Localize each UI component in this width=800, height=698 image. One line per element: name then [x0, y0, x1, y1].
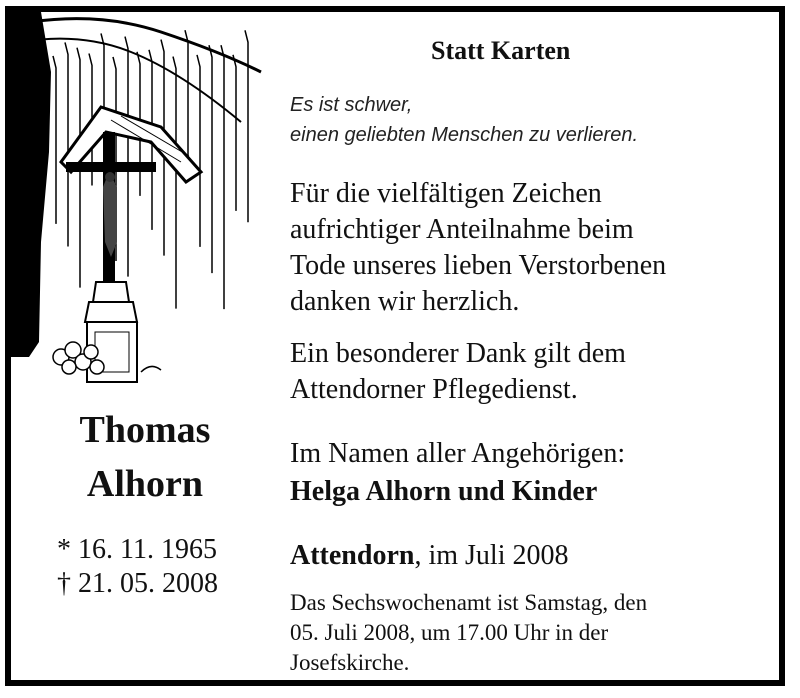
birth-symbol: *	[57, 534, 71, 565]
deceased-last-name: Alhorn	[86, 463, 204, 505]
special-thanks-line-2: Attendorner Pflegedienst.	[290, 374, 578, 405]
death-symbol: †	[57, 568, 71, 599]
wayside-cross-under-willow-icon	[11, 12, 271, 392]
notice-heading: Statt Karten	[431, 36, 571, 65]
deceased-first-name: Thomas	[79, 409, 211, 451]
thanks-line-1: Für die vielfältigen Zeichen	[290, 178, 602, 209]
birth-date: 16. 11. 1965	[78, 534, 217, 565]
death-date: 21. 05. 2008	[78, 568, 218, 599]
family-names: Helga Alhorn und Kinder	[290, 476, 598, 507]
place-name: Attendorn	[290, 540, 415, 571]
thanks-line-4: danken wir herzlich.	[290, 286, 520, 317]
quote-line-2: einen geliebten Menschen zu verlieren.	[290, 124, 638, 146]
quote-line-1: Es ist schwer,	[290, 94, 413, 116]
date-text: , im Juli 2008	[414, 540, 569, 571]
service-note-line-2: 05. Juli 2008, um 17.00 Uhr in der	[290, 620, 609, 645]
family-intro: Im Namen aller Angehörigen:	[290, 438, 626, 469]
death-notice-card	[5, 6, 785, 686]
service-note-line-1: Das Sechswochenamt ist Samstag, den	[290, 590, 648, 615]
birth-date-line	[57, 534, 217, 566]
place-date-line	[290, 538, 568, 574]
death-date-line	[57, 568, 218, 600]
service-note-line-3: Josefskirche.	[290, 650, 410, 675]
thanks-line-2: aufrichtiger Anteilnahme beim	[290, 214, 634, 245]
thanks-line-3: Tode unseres lieben Verstorbenen	[290, 250, 667, 281]
special-thanks-line-1: Ein besonderer Dank gilt dem	[290, 338, 626, 369]
